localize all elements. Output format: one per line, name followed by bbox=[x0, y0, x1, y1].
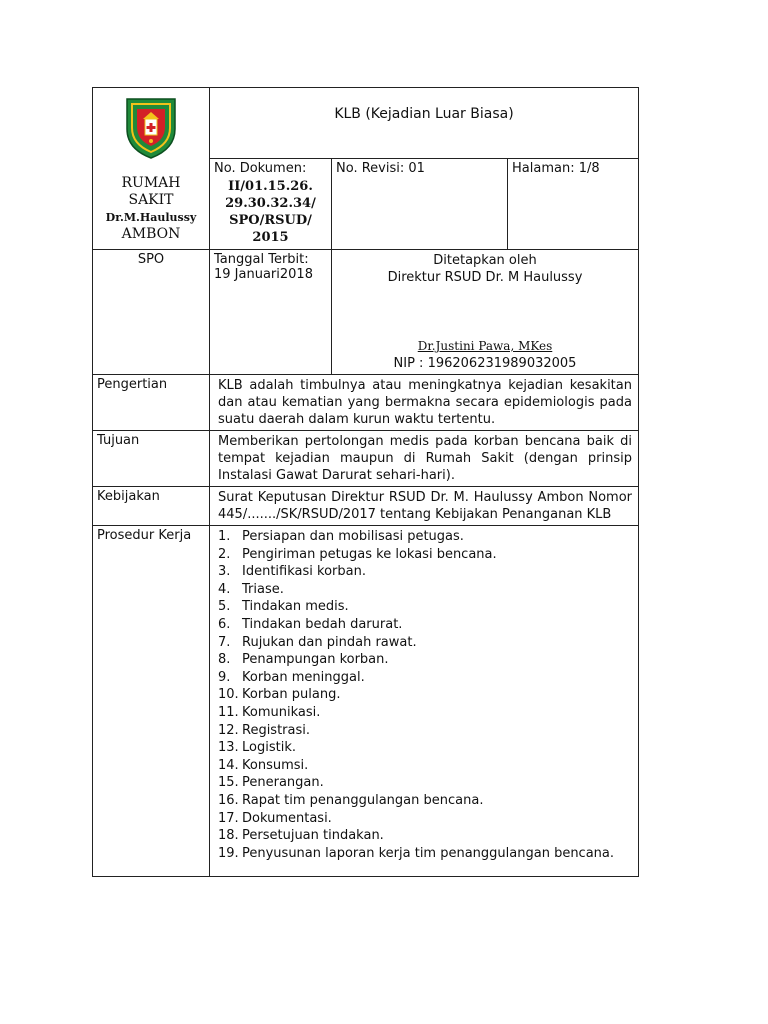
procedure-step-number: 6. bbox=[218, 616, 231, 632]
procedure-step bbox=[218, 704, 632, 722]
spo-document-table bbox=[92, 87, 639, 877]
procedure-step bbox=[218, 757, 632, 775]
procedure-step bbox=[218, 845, 632, 863]
procedure-step bbox=[218, 528, 632, 546]
procedure-step bbox=[218, 739, 632, 757]
procedure-step-text: Logistik. bbox=[242, 740, 296, 756]
approval-cell bbox=[332, 250, 639, 375]
doc-number-value: II/01.15.26. 29.30.32.34/ SPO/RSUD/ 2015 bbox=[225, 179, 316, 245]
signature-block bbox=[332, 338, 638, 372]
procedure-step-number: 15. bbox=[218, 775, 239, 791]
procedure-step-number: 2. bbox=[218, 546, 231, 562]
procedure-step-number: 12. bbox=[218, 722, 239, 738]
procedure-step-text: Konsumsi. bbox=[242, 757, 309, 773]
approval-line-1: Ditetapkan oleh bbox=[433, 253, 537, 268]
procedure-step bbox=[218, 651, 632, 669]
procedure-step-text: Komunikasi. bbox=[242, 704, 321, 720]
pengertian-label: Pengertian bbox=[93, 375, 210, 431]
spo-label: SPO bbox=[93, 250, 210, 375]
procedure-step bbox=[218, 634, 632, 652]
tujuan-text: Memberikan pertolongan medis pada korban bencana baik di tempat kejadian maupun di Rumah Sakit (dengan prinsip Instalasi Gawat Darurat sehari-hari). bbox=[210, 431, 639, 487]
procedure-step-number: 7. bbox=[218, 634, 231, 650]
procedure-step-number: 3. bbox=[218, 564, 231, 580]
procedure-step-number: 13. bbox=[218, 740, 239, 756]
procedure-step-text: Registrasi. bbox=[242, 722, 311, 738]
prosedur-row bbox=[93, 526, 639, 877]
procedure-step-text: Triase. bbox=[242, 581, 284, 597]
prosedur-label: Prosedur Kerja bbox=[93, 526, 210, 877]
procedure-step-text: Tindakan bedah darurat. bbox=[242, 616, 403, 632]
hospital-name-line-3: Dr.M.Haulussy bbox=[105, 211, 197, 224]
procedure-step-text: Korban meninggal. bbox=[242, 669, 365, 685]
procedure-step-text: Penyusunan laporan kerja tim penanggulangan bencana. bbox=[242, 845, 615, 861]
procedure-step bbox=[218, 827, 632, 845]
issued-date-value: 19 Januari2018 bbox=[214, 267, 313, 282]
procedure-step-text: Pengiriman petugas ke lokasi bencana. bbox=[242, 546, 497, 562]
prosedur-steps-cell bbox=[210, 526, 639, 877]
tujuan-label: Tujuan bbox=[93, 431, 210, 487]
signer-nip: NIP : 196206231989032005 bbox=[393, 356, 577, 371]
doc-number-cell bbox=[210, 159, 332, 250]
procedure-step-text: Tindakan medis. bbox=[242, 599, 349, 615]
procedure-step-text: Persetujuan tindakan. bbox=[242, 828, 384, 844]
procedure-step-number: 5. bbox=[218, 599, 231, 615]
issued-date-label: Tanggal Terbit: bbox=[214, 252, 309, 267]
procedure-step-number: 9. bbox=[218, 669, 231, 685]
kebijakan-text: Surat Keputusan Direktur RSUD Dr. M. Haulussy Ambon Nomor 445/......./SK/RSUD/2017 tentang Kebijakan Penanganan KLB bbox=[210, 487, 639, 526]
hospital-name-line-4: AMBON bbox=[121, 226, 181, 242]
procedure-step bbox=[218, 774, 632, 792]
procedure-step-number: 1. bbox=[218, 529, 231, 544]
hospital-name-line-1: RUMAH bbox=[121, 175, 181, 191]
hospital-shield-logo bbox=[123, 95, 179, 161]
procedure-step-number: 16. bbox=[218, 792, 239, 808]
procedure-step bbox=[218, 616, 632, 634]
issued-date-cell bbox=[210, 250, 332, 375]
procedure-step-number: 8. bbox=[218, 652, 231, 668]
procedure-step bbox=[218, 563, 632, 581]
signer-name: Dr.Justini Pawa, MKes bbox=[417, 339, 553, 353]
revision-cell: No. Revisi: 01 bbox=[332, 159, 508, 250]
procedure-step-text: Penerangan. bbox=[242, 775, 324, 791]
procedure-step bbox=[218, 686, 632, 704]
procedure-step-number: 17. bbox=[218, 810, 239, 826]
doc-number-label: No. Dokumen: bbox=[214, 161, 307, 176]
procedure-step-text: Identifikasi korban. bbox=[242, 564, 366, 580]
pengertian-text: KLB adalah timbulnya atau meningkatnya kejadian kesakitan dan atau kematian yang bermakna secara epidemiologis pada suatu daerah dalam kurun waktu tertentu. bbox=[210, 375, 639, 431]
procedure-step-number: 11. bbox=[218, 704, 239, 720]
procedure-step bbox=[218, 810, 632, 828]
procedure-step bbox=[218, 598, 632, 616]
spo-row bbox=[93, 250, 639, 375]
hospital-name bbox=[93, 175, 209, 243]
procedure-step bbox=[218, 546, 632, 564]
hospital-identity-cell bbox=[93, 88, 210, 250]
procedure-step-text: Persiapan dan mobilisasi petugas. bbox=[242, 529, 464, 544]
procedure-steps-list bbox=[218, 528, 632, 862]
procedure-step-text: Rujukan dan pindah rawat. bbox=[242, 634, 417, 650]
approval-line-2: Direktur RSUD Dr. M Haulussy bbox=[387, 270, 583, 285]
page-cell: Halaman: 1/8 bbox=[508, 159, 639, 250]
procedure-step-text: Penampungan korban. bbox=[242, 652, 389, 668]
procedure-step-text: Korban pulang. bbox=[242, 687, 341, 703]
procedure-step-number: 19. bbox=[218, 845, 239, 861]
header-row-title bbox=[93, 88, 639, 159]
kebijakan-row bbox=[93, 487, 639, 526]
pengertian-row bbox=[93, 375, 639, 431]
procedure-step-text: Rapat tim penanggulangan bencana. bbox=[242, 792, 484, 808]
procedure-step bbox=[218, 792, 632, 810]
procedure-step-number: 14. bbox=[218, 757, 239, 773]
hospital-name-line-2: SAKIT bbox=[128, 192, 174, 208]
procedure-step-text: Dokumentasi. bbox=[242, 810, 332, 826]
kebijakan-label: Kebijakan bbox=[93, 487, 210, 526]
procedure-step-number: 4. bbox=[218, 581, 231, 597]
document-title: KLB (Kejadian Luar Biasa) bbox=[210, 88, 639, 159]
procedure-step-number: 10. bbox=[218, 687, 239, 703]
procedure-step bbox=[218, 722, 632, 740]
procedure-step bbox=[218, 581, 632, 599]
tujuan-row bbox=[93, 431, 639, 487]
procedure-step-number: 18. bbox=[218, 828, 239, 844]
procedure-step bbox=[218, 669, 632, 687]
